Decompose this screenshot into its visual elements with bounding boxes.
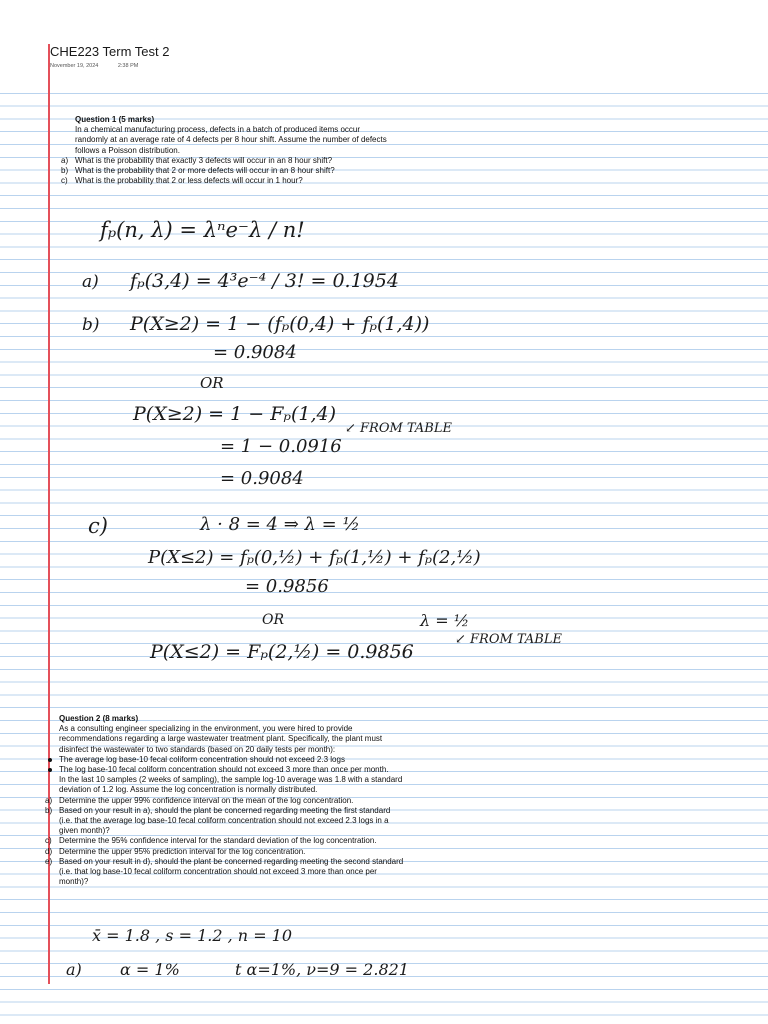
part-text: (i.e. that the average log base-10 fecal coliform concentration should not exceed 2.3 logs in a <box>59 816 389 826</box>
poisson-formula: fₚ(n, λ) = λⁿe⁻λ / n! <box>100 218 305 242</box>
solution-b-table-note: ↙ FROM TABLE <box>345 421 452 436</box>
part-text: Based on your result in a), should the plant be concerned regarding meeting the first standard <box>59 805 391 815</box>
solution-b-line: P(X≥2) = 1 − (fₚ(0,4) + fₚ(1,4)) <box>130 313 430 335</box>
question-2-part-b <box>45 805 459 837</box>
solution-a-expression: fₚ(3,4) = 4³e⁻⁴ / 3! = 0.1954 <box>130 270 399 292</box>
standard-bullet: The log base-10 fecal coliform concentration should not exceed 3 more than once per month. <box>59 765 459 775</box>
solution-b-label: b) <box>82 315 100 335</box>
sample-info-line: In the last 10 samples (2 weeks of sampling), the sample log-10 average was 1.8 with a standard <box>59 775 403 785</box>
question-2-part-a <box>45 795 459 806</box>
part-text: (i.e. that log base-10 fecal coliform concentration should not exceed 3 more than once per <box>59 867 377 877</box>
part-text: What is the probability that 2 or more defects will occur in an 8 hour shift? <box>75 166 335 176</box>
question-2-parts <box>45 795 459 888</box>
alpha-value: α = 1% <box>120 960 180 979</box>
question-1-intro-line: randomly at an average rate of 4 defects per 8 hour shift. Assume the number of defects <box>75 135 387 145</box>
part-label: c) <box>61 176 68 186</box>
solution-c-table-note: ↙ FROM TABLE <box>455 632 562 647</box>
part-text: given month)? <box>59 826 110 836</box>
question-2-intro-line: disinfect the wastewater to two standards (based on 20 daily tests per month): <box>59 744 336 754</box>
t-value: t α=1%, ν=9 = 2.821 <box>235 960 409 979</box>
question-1-intro-line: In a chemical manufacturing process, defects in a batch of produced items occur <box>75 125 361 135</box>
question-2-heading: Question 2 (8 marks) <box>59 714 139 723</box>
solution-c-line: λ · 8 = 4 ⇒ λ = ½ <box>200 514 360 535</box>
question-2 <box>45 714 459 887</box>
question-2-part-d <box>45 846 459 857</box>
solution-a-label: a) <box>66 960 82 979</box>
solution-c-line: = 0.9856 <box>245 576 329 597</box>
page-date: November 19, 2024 <box>50 63 99 69</box>
solution-c-lambda: λ = ½ <box>420 611 470 630</box>
part-text: What is the probability that 2 or less defects will occur in 1 hour? <box>75 176 303 186</box>
solution-c-line: P(X≤2) = Fₚ(2,½) = 0.9856 <box>150 641 414 663</box>
solution-c-line: P(X≤2) = fₚ(0,½) + fₚ(1,½) + fₚ(2,½) <box>148 547 481 568</box>
solution-b-line: P(X≥2) = 1 − Fₚ(1,4) <box>133 403 337 425</box>
part-label: b) <box>61 166 69 176</box>
solution-b-line: = 1 − 0.0916 <box>220 436 342 457</box>
part-text: What is the probability that exactly 3 defects will occur in an 8 hour shift? <box>75 155 333 165</box>
solution-b-line: = 0.9084 <box>213 342 297 363</box>
question-1-heading: Question 1 (5 marks) <box>75 115 155 124</box>
question-1-solution <box>82 218 562 663</box>
question-1-intro-line: follows a Poisson distribution. <box>75 145 180 155</box>
question-2-intro-line: As a consulting engineer specializing in the environment, you were hired to provide <box>59 724 353 734</box>
solution-a-label: a) <box>82 272 99 292</box>
solution-c-or: OR <box>262 612 285 628</box>
question-2-part-c <box>45 836 459 846</box>
part-label: a) <box>61 155 69 165</box>
part-label: e) <box>45 856 53 866</box>
solution-b-or: OR <box>200 374 224 392</box>
question-2-intro-line: recommendations regarding a large wastewater treatment plant. Specifically, the plant must <box>59 734 383 744</box>
given-values: x̄ = 1.8 , s = 1.2 , n = 10 <box>92 926 293 945</box>
solution-c-label: c) <box>88 514 108 538</box>
part-label: a) <box>45 795 53 805</box>
part-label: b) <box>45 805 53 815</box>
question-2-solution <box>66 926 409 979</box>
part-label: c) <box>45 836 52 846</box>
question-2-part-e <box>45 856 459 888</box>
part-text: month)? <box>59 877 89 887</box>
solution-b-line: = 0.9084 <box>220 468 304 489</box>
page-title: CHE223 Term Test 2 <box>50 44 170 59</box>
standard-bullet: The average log base-10 fecal coliform concentration should not exceed 2.3 logs <box>59 755 459 765</box>
part-text: Determine the upper 95% prediction interval for the log concentration. <box>59 846 306 856</box>
part-text: Determine the 95% confidence interval for the standard deviation of the log concentration. <box>59 836 377 846</box>
page-time: 2:38 PM <box>117 63 139 69</box>
sample-info-line: deviation of 1.2 log. Assume the log concentration is normally distributed. <box>59 785 318 795</box>
part-label: d) <box>45 846 53 856</box>
part-text: Based on your result in d), should the plant be concerned regarding meeting the second standard <box>59 856 404 866</box>
part-text: Determine the upper 99% confidence interval on the mean of the log concentration. <box>59 795 354 805</box>
